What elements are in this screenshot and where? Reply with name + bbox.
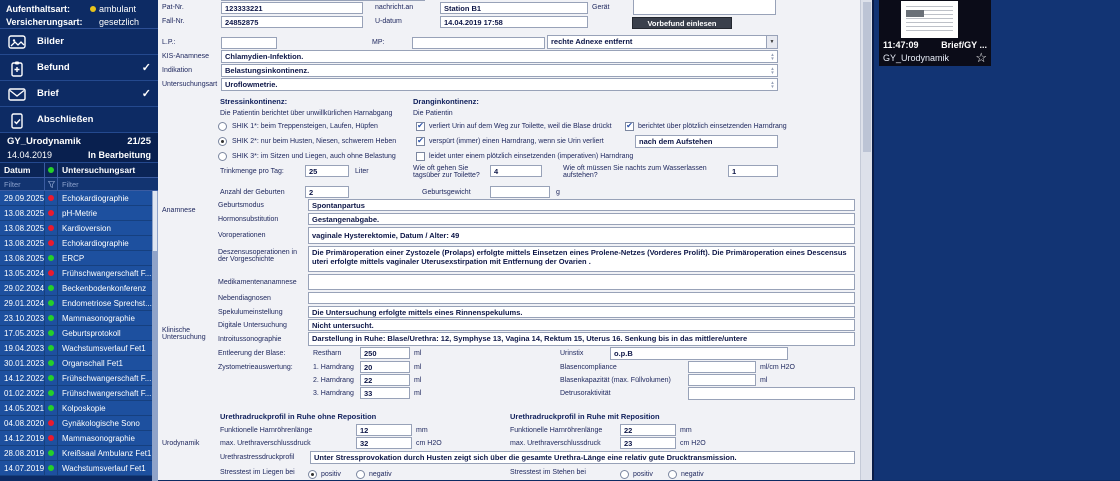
nachricht-an-label: nachricht.an — [375, 4, 414, 11]
exam-row[interactable] — [0, 416, 158, 431]
fall-nr-input[interactable]: 24852875 — [221, 16, 363, 28]
pat-nr-input[interactable]: 123333221 — [221, 2, 363, 14]
exam-date: 13.08.2025 — [4, 208, 45, 218]
exam-name: Beckenbodenkonferenz — [62, 283, 147, 293]
status-dot-cell — [44, 341, 58, 355]
status-dot-cell — [44, 191, 58, 205]
adnexe-dropdown-value: rechte Adnexe entfernt — [551, 37, 633, 46]
exam-name: Frühschwangerschaft F... — [62, 373, 152, 383]
stressprofil-input[interactable]: Unter Stressprovokation durch Husten zeigt sich über die gesamte Urethra-Länge eine relativ gute Drucktransmission. — [310, 451, 855, 464]
status-dot — [48, 450, 54, 456]
geburtsmodus-input[interactable]: Spontanpartus — [308, 199, 855, 211]
nebendiagnosen-input[interactable] — [308, 292, 855, 304]
sidebar-item-label: Abschließen — [37, 114, 94, 125]
status-dot-cell — [44, 281, 58, 295]
nachricht-an-input[interactable]: Station B1 — [440, 2, 588, 14]
exam-row[interactable] — [0, 401, 158, 416]
laenge-rechts-label: Funktionelle Harnröhrenlänge — [510, 427, 603, 434]
toilette-nacht-input[interactable]: 1 — [728, 165, 778, 177]
lp-label: L.P.: — [162, 39, 176, 46]
sidebar-item-abschliessen[interactable] — [0, 107, 158, 133]
medikamente-input[interactable] — [308, 274, 855, 290]
drang-check-3-label: leidet unter einem plötzlich einsetzenden (imperativen) Harndrang — [429, 153, 634, 160]
exam-row[interactable] — [0, 311, 158, 326]
sidebar-item-brief[interactable] — [0, 81, 158, 107]
status-dot — [48, 390, 54, 396]
patient-context — [0, 0, 158, 29]
status-dot-cell — [44, 266, 58, 280]
toilette-tag-label: Wie oft gehen Sie tagsüber zur Toilette? — [413, 165, 480, 179]
harndrang3-label: 3. Harndrang — [313, 390, 354, 397]
geburten-label: Anzahl der Geburten — [220, 189, 285, 196]
deszensus-input[interactable]: Die Primäroperation einer Zystozele (Prolaps) erfolgte mittels Einsetzen eines Prolene-Netzes (Vorderes Prolift). Die Primäroperation eines Descensus uteri erfolgte mittels vaginaler Uterusexstirpation mit Entfernung der Ovarien . — [308, 246, 855, 272]
favorite-star-icon[interactable]: ☆ — [975, 50, 987, 65]
sidebar — [0, 0, 158, 480]
status-dot-cell — [44, 236, 58, 250]
harndrang1-label: 1. Harndrang — [313, 364, 354, 371]
status-dot-cell — [44, 251, 58, 265]
spekulum-input[interactable]: Die Untersuchung erfolgte mittels eines Rinnenspekulums. — [308, 306, 855, 318]
status-dot — [48, 285, 54, 291]
liegen-positiv-label: positiv — [321, 471, 341, 478]
status-dot-cell — [44, 371, 58, 385]
status-dot-cell — [44, 221, 58, 235]
harndrang1-input[interactable]: 20 — [360, 361, 410, 373]
drang-check-1[interactable] — [416, 122, 425, 131]
liegen-negativ-radio[interactable] — [356, 470, 365, 479]
mp-input[interactable] — [412, 37, 545, 49]
laenge-links-label: Funktionelle Harnröhrenlänge — [220, 427, 313, 434]
druck-links-unit: cm H2O — [416, 440, 442, 447]
stresstest-liegen-label: Stresstest im Liegen bei — [220, 469, 295, 476]
introitus-input[interactable]: Darstellung in Ruhe: Blase/Urethra: 12, Symphyse 13, Vagina 14, Rektum 15, Uterus 16. Senkung bis in das mittlere/untere — [308, 332, 855, 346]
exam-name: Frühschwangerschaft F... — [62, 388, 152, 398]
shik3-radio[interactable] — [218, 152, 227, 161]
exam-row[interactable] — [0, 371, 158, 386]
drang-intro-text: Die Patientin — [413, 110, 453, 117]
befund-done-check-icon: ✓ — [141, 62, 151, 74]
status-dot — [48, 270, 54, 276]
hormonsubstitution-input[interactable]: Gestangenabgabe. — [308, 213, 855, 225]
harndrang2-input[interactable]: 22 — [360, 374, 410, 386]
status-dot — [48, 225, 54, 231]
exam-date: 17.05.2023 — [4, 328, 45, 338]
exam-date: 13.08.2025 — [4, 223, 45, 233]
toilette-nacht-label: Wie oft müssen Sie nachts zum Wasserlassen aufstehen? — [563, 165, 707, 179]
druck-links-label: max. Urethraverschlussdruck — [220, 440, 311, 447]
shik2-radio[interactable] — [218, 137, 227, 146]
exam-name: Kreißsaal Ambulanz Fet1 — [62, 448, 152, 458]
gramm-unit-label: g — [556, 189, 560, 196]
shik2-label: SHIK 2*: nur beim Husten, Niesen, schwerem Heben — [232, 138, 397, 145]
compliance-label: Blasencompliance — [560, 364, 617, 371]
exam-name: Mammasonographie — [62, 433, 135, 443]
stay-type-value: ambulant — [99, 3, 137, 14]
geburtsgewicht-input[interactable] — [490, 186, 550, 198]
status-dot-cell — [44, 416, 58, 430]
funnel-icon[interactable] — [44, 178, 58, 190]
deszensus-label: Deszensusoperationen in der Vorgeschichte — [218, 249, 297, 263]
images-icon — [7, 34, 29, 50]
exam-date: 04.08.2020 — [4, 418, 45, 428]
exam-date: 30.01.2023 — [4, 358, 45, 368]
exam-name: Frühschwangerschaft F... — [62, 268, 152, 278]
exam-filter-row — [0, 178, 158, 191]
status-dot — [48, 240, 54, 246]
current-exam-panel[interactable] — [0, 133, 158, 163]
medikamente-label: Medikamentenanamnese — [218, 279, 297, 286]
status-dot — [48, 420, 54, 426]
status-dot-cell — [44, 446, 58, 460]
status-dot — [48, 375, 54, 381]
brief-done-check-icon: ✓ — [141, 88, 151, 100]
drang-check-2-label: verspürt (immer) einen Harndrang, wenn sie Urin verliert — [429, 138, 604, 145]
exam-filter-input[interactable]: Filter — [62, 179, 79, 189]
entleerung-label: Entleerung der Blase: — [218, 350, 286, 357]
profil-mit-reposition-title: Urethradruckprofil in Ruhe mit Reposition — [510, 412, 660, 421]
detrusor-label: Detrusoraktivität — [560, 390, 611, 397]
exam-name: Geburtsprotokoll — [62, 328, 121, 338]
exam-date: 19.04.2023 — [4, 343, 45, 353]
status-dot-cell — [44, 461, 58, 475]
fall-nr-label: Fall-Nr. — [162, 18, 185, 25]
current-exam-status: In Bearbeitung — [87, 149, 151, 160]
geburtsgewicht-label: Geburtsgewicht — [422, 189, 471, 196]
column-header-exam[interactable]: Untersuchungsart — [62, 165, 136, 175]
spinner-icon[interactable]: ▲ ▼ — [768, 79, 777, 90]
status-dot — [48, 465, 54, 471]
compliance-input[interactable] — [688, 361, 756, 373]
sidebar-item-befund[interactable] — [0, 55, 158, 81]
stay-type-row — [6, 2, 152, 15]
document-thumbnail[interactable] — [901, 1, 958, 38]
exam-form — [158, 0, 872, 480]
mp-label: MP: — [372, 39, 385, 46]
exam-row[interactable] — [0, 461, 158, 476]
druck-rechts-input[interactable]: 23 — [620, 437, 676, 449]
laenge-rechts-input[interactable]: 22 — [620, 424, 676, 436]
u-datum-label: U-datum — [375, 18, 402, 25]
restharn-unit: ml — [414, 350, 422, 357]
envelope-icon — [7, 86, 29, 102]
hormonsubstitution-label: Hormonsubstitution — [218, 216, 279, 223]
exam-name: Echokardiographie — [62, 193, 129, 203]
kapazitaet-unit: ml — [760, 377, 768, 384]
geraet-label: Gerät — [592, 4, 610, 11]
exam-table-header — [0, 163, 158, 178]
zystometrie-label: Zystometrieauswertung: — [218, 364, 293, 371]
ambulant-status-dot — [90, 6, 96, 12]
current-exam-count: 21/25 — [127, 136, 151, 147]
laenge-links-unit: mm — [416, 427, 428, 434]
spekulum-label: Spekulumeinstellung — [218, 309, 283, 316]
untersuchungsart-input[interactable]: Uroflowmetrie. — [221, 78, 778, 91]
exam-date: 13.08.2025 — [4, 238, 45, 248]
urinstix-label: Urinstix — [560, 350, 584, 357]
exam-name: Wachstumsverlauf Fet1 — [62, 463, 146, 473]
status-dot-cell — [44, 296, 58, 310]
status-dot-cell — [44, 311, 58, 325]
status-dot-cell — [44, 386, 58, 400]
form-scrollbar[interactable] — [860, 0, 872, 480]
laenge-rechts-unit: mm — [680, 427, 692, 434]
stressprofil-label: Urethrastressdruckprofil — [220, 454, 295, 461]
kapazitaet-input[interactable] — [688, 374, 756, 386]
exam-date: 29.02.2024 — [4, 283, 45, 293]
exam-name: Kardioversion — [62, 223, 111, 233]
anamnese-group-label: Anamnese — [162, 207, 196, 214]
shik1-radio[interactable] — [218, 122, 227, 131]
harndrang2-unit: ml — [414, 377, 422, 384]
stress-intro-text: Die Patientin berichtet über unwillkürlichen Harnabgang — [220, 110, 393, 117]
status-dot — [48, 435, 54, 441]
status-dot — [48, 345, 54, 351]
restharn-input[interactable]: 250 — [360, 347, 410, 359]
aufstehen-input[interactable]: nach dem Aufstehen — [635, 135, 778, 148]
drang-side-check-label: berichtet über plötzlich einsetzenden Harndrang — [638, 123, 787, 130]
pat-nr-label: Pat-Nr. — [162, 4, 184, 11]
column-header-status[interactable] — [44, 163, 58, 177]
clipped-top-field[interactable] — [221, 0, 425, 1]
exam-row[interactable] — [0, 236, 158, 251]
status-dot-cell — [44, 326, 58, 340]
date-filter-input[interactable]: Filter — [4, 179, 21, 189]
insurance-label: Versicherungsart: — [6, 16, 83, 27]
status-dot — [48, 315, 54, 321]
liegen-positiv-radio[interactable] — [308, 470, 317, 479]
exam-name: Mammasonographie — [62, 313, 135, 323]
exam-date: 13.05.2024 — [4, 268, 45, 278]
insurance-value: gesetzlich — [99, 16, 140, 27]
status-dot — [48, 360, 54, 366]
druck-rechts-unit: cm H2O — [680, 440, 706, 447]
shik3-label: SHIK 3*: im Sitzen und Liegen, auch ohne Belastung — [232, 153, 396, 160]
exam-date: 29.09.2025 — [4, 193, 45, 203]
status-dot — [48, 330, 54, 336]
drang-side-check[interactable] — [625, 122, 634, 131]
digitale-label: Digitale Untersuchung — [218, 322, 287, 329]
document-exam-name: GY_Urodynamik — [883, 53, 950, 63]
status-dot — [48, 167, 54, 173]
harndrang3-unit: ml — [414, 390, 422, 397]
introitus-label: Introitussonographie — [218, 336, 282, 343]
column-header-date[interactable]: Datum — [4, 165, 31, 175]
dranginkontinenz-title: Dranginkontinenz: — [413, 97, 479, 106]
exam-row[interactable] — [0, 281, 158, 296]
stehen-negativ-radio[interactable] — [668, 470, 677, 479]
exam-name: Kolposkopie — [62, 403, 106, 413]
geburtsmodus-label: Geburtsmodus — [218, 202, 264, 209]
finish-document-icon — [7, 112, 29, 128]
vorbefund-einlesen-button[interactable]: Vorbefund einlesen — [632, 17, 732, 29]
current-exam-date: 14.04.2019 — [7, 149, 53, 160]
exam-row[interactable] — [0, 296, 158, 311]
liegen-negativ-label: negativ — [369, 471, 392, 478]
exam-row[interactable] — [0, 356, 158, 371]
stay-type-label: Aufenthaltsart: — [6, 3, 71, 14]
exam-date: 14.12.2019 — [4, 433, 45, 443]
insurance-row — [6, 15, 152, 28]
sidebar-item-label: Brief — [37, 88, 59, 99]
status-dot — [48, 300, 54, 306]
status-dot-cell — [44, 431, 58, 445]
exam-date: 01.02.2022 — [4, 388, 45, 398]
spinner-icon[interactable]: ▲ ▼ — [768, 65, 777, 76]
document-title: Brief/GY ... — [941, 40, 987, 50]
urinstix-input[interactable]: o.p.B — [610, 347, 788, 360]
drang-check-2[interactable] — [416, 137, 425, 146]
exam-date: 14.07.2019 — [4, 463, 45, 473]
voroperationen-label: Voroperationen — [218, 232, 266, 239]
profil-ohne-reposition-title: Urethradruckprofil in Ruhe ohne Reposition — [220, 412, 377, 421]
harndrang1-unit: ml — [414, 364, 422, 371]
stehen-positiv-label: positiv — [633, 471, 653, 478]
urodynamik-group-label: Urodynamik — [162, 440, 200, 447]
geraet-input[interactable] — [633, 0, 776, 15]
exam-name: pH-Metrie — [62, 208, 98, 218]
exam-name: Echokardiographie — [62, 238, 129, 248]
trinkmenge-label: Trinkmenge pro Tag: — [220, 168, 284, 175]
status-dot — [48, 255, 54, 261]
status-dot — [48, 405, 54, 411]
voroperationen-input[interactable]: vaginale Hysterektomie, Datum / Alter: 49 — [308, 227, 855, 244]
report-icon — [7, 60, 29, 76]
liter-unit-label: Liter — [355, 168, 369, 175]
druck-links-input[interactable]: 32 — [356, 437, 412, 449]
lp-input[interactable] — [221, 37, 277, 49]
stehen-negativ-label: negativ — [681, 471, 704, 478]
detrusor-input[interactable] — [688, 387, 855, 400]
druck-rechts-label: max. Urethraverschlussdruck — [510, 440, 601, 447]
exam-date: 28.08.2019 — [4, 448, 45, 458]
document-time: 11:47:09 — [883, 40, 919, 50]
exam-list — [0, 191, 158, 476]
exam-row[interactable] — [0, 326, 158, 341]
drang-check-1-label: verliert Urin auf dem Weg zur Toilette, weil die Blase drückt — [429, 123, 612, 130]
shik1-label: SHIK 1*: beim Treppensteigen, Laufen, Hüpfen — [232, 123, 378, 130]
indikation-label: Indikation — [162, 67, 192, 74]
exam-row[interactable] — [0, 431, 158, 446]
exam-name: Wachstumsverlauf Fet1 — [62, 343, 146, 353]
scrollbar-thumb[interactable] — [863, 2, 871, 152]
exam-date: 14.12.2022 — [4, 373, 45, 383]
geburten-input[interactable]: 2 — [305, 186, 349, 198]
trinkmenge-input[interactable]: 25 — [305, 165, 349, 177]
stresstest-stehen-label: Stresstest im Stehen bei — [510, 469, 586, 476]
spinner-icon[interactable]: ▲ ▼ — [768, 51, 777, 62]
exam-name: Gynäkologische Sono — [62, 418, 140, 428]
klinische-group-label: Klinische Untersuchung — [162, 327, 206, 341]
status-dot — [48, 210, 54, 216]
stehen-positiv-radio[interactable] — [620, 470, 629, 479]
digitale-input[interactable]: Nicht untersucht. — [308, 319, 855, 331]
exam-date: 14.05.2021 — [4, 403, 45, 413]
harndrang2-label: 2. Harndrang — [313, 377, 354, 384]
kapazitaet-label: Blasenkapazität (max. Füllvolumen) — [560, 377, 671, 384]
exam-name: Organschall Fet1 — [62, 358, 123, 368]
kis-anamnese-input[interactable]: Chlamydien-Infektion. — [221, 50, 778, 63]
status-dot-cell — [44, 401, 58, 415]
scrollbar-thumb[interactable] — [153, 191, 157, 251]
indikation-input[interactable]: Belastungsinkontinenz. — [221, 64, 778, 77]
u-datum-input[interactable]: 14.04.2019 17:58 — [440, 16, 588, 28]
harndrang3-input[interactable]: 33 — [360, 387, 410, 399]
current-exam-name: GY_Urodynamik — [7, 136, 81, 147]
restharn-label: Restharn — [313, 350, 342, 357]
exam-row[interactable] — [0, 446, 158, 461]
adnexe-dropdown[interactable] — [547, 35, 778, 49]
exam-row[interactable] — [0, 191, 158, 206]
exam-row[interactable] — [0, 341, 158, 356]
thumbnail-header-block — [906, 10, 924, 17]
exam-row[interactable] — [0, 206, 158, 221]
exam-name: ERCP — [62, 253, 85, 263]
brief-document-card[interactable] — [879, 0, 991, 66]
toilette-tag-input[interactable]: 4 — [490, 165, 542, 177]
stressinkontinenz-title: Stressinkontinenz: — [220, 97, 288, 106]
compliance-unit: ml/cm H2O — [760, 364, 795, 371]
document-panel — [872, 0, 1120, 480]
exam-date: 13.08.2025 — [4, 253, 45, 263]
exam-row[interactable] — [0, 221, 158, 236]
exam-name: Endometriose Sprechst... — [62, 298, 152, 308]
sidebar-item-label: Befund — [37, 62, 70, 73]
status-dot-cell — [44, 356, 58, 370]
exam-date: 29.01.2024 — [4, 298, 45, 308]
exam-row[interactable] — [0, 386, 158, 401]
status-dot-cell — [44, 206, 58, 220]
sidebar-item-label: Bilder — [37, 36, 64, 47]
exam-row[interactable] — [0, 251, 158, 266]
laenge-links-input[interactable]: 12 — [356, 424, 412, 436]
kis-anamnese-label: KIS-Anamnese — [162, 53, 210, 60]
nebendiagnosen-label: Nebendiagnosen — [218, 295, 271, 302]
untersuchungsart-label: Untersuchungsart — [162, 81, 218, 88]
sidebar-item-bilder[interactable] — [0, 29, 158, 55]
exam-date: 23.10.2023 — [4, 313, 45, 323]
status-dot — [48, 195, 54, 201]
chevron-down-icon[interactable]: ▼ — [766, 36, 777, 48]
drang-check-3[interactable] — [416, 152, 425, 161]
exam-row[interactable] — [0, 266, 158, 281]
